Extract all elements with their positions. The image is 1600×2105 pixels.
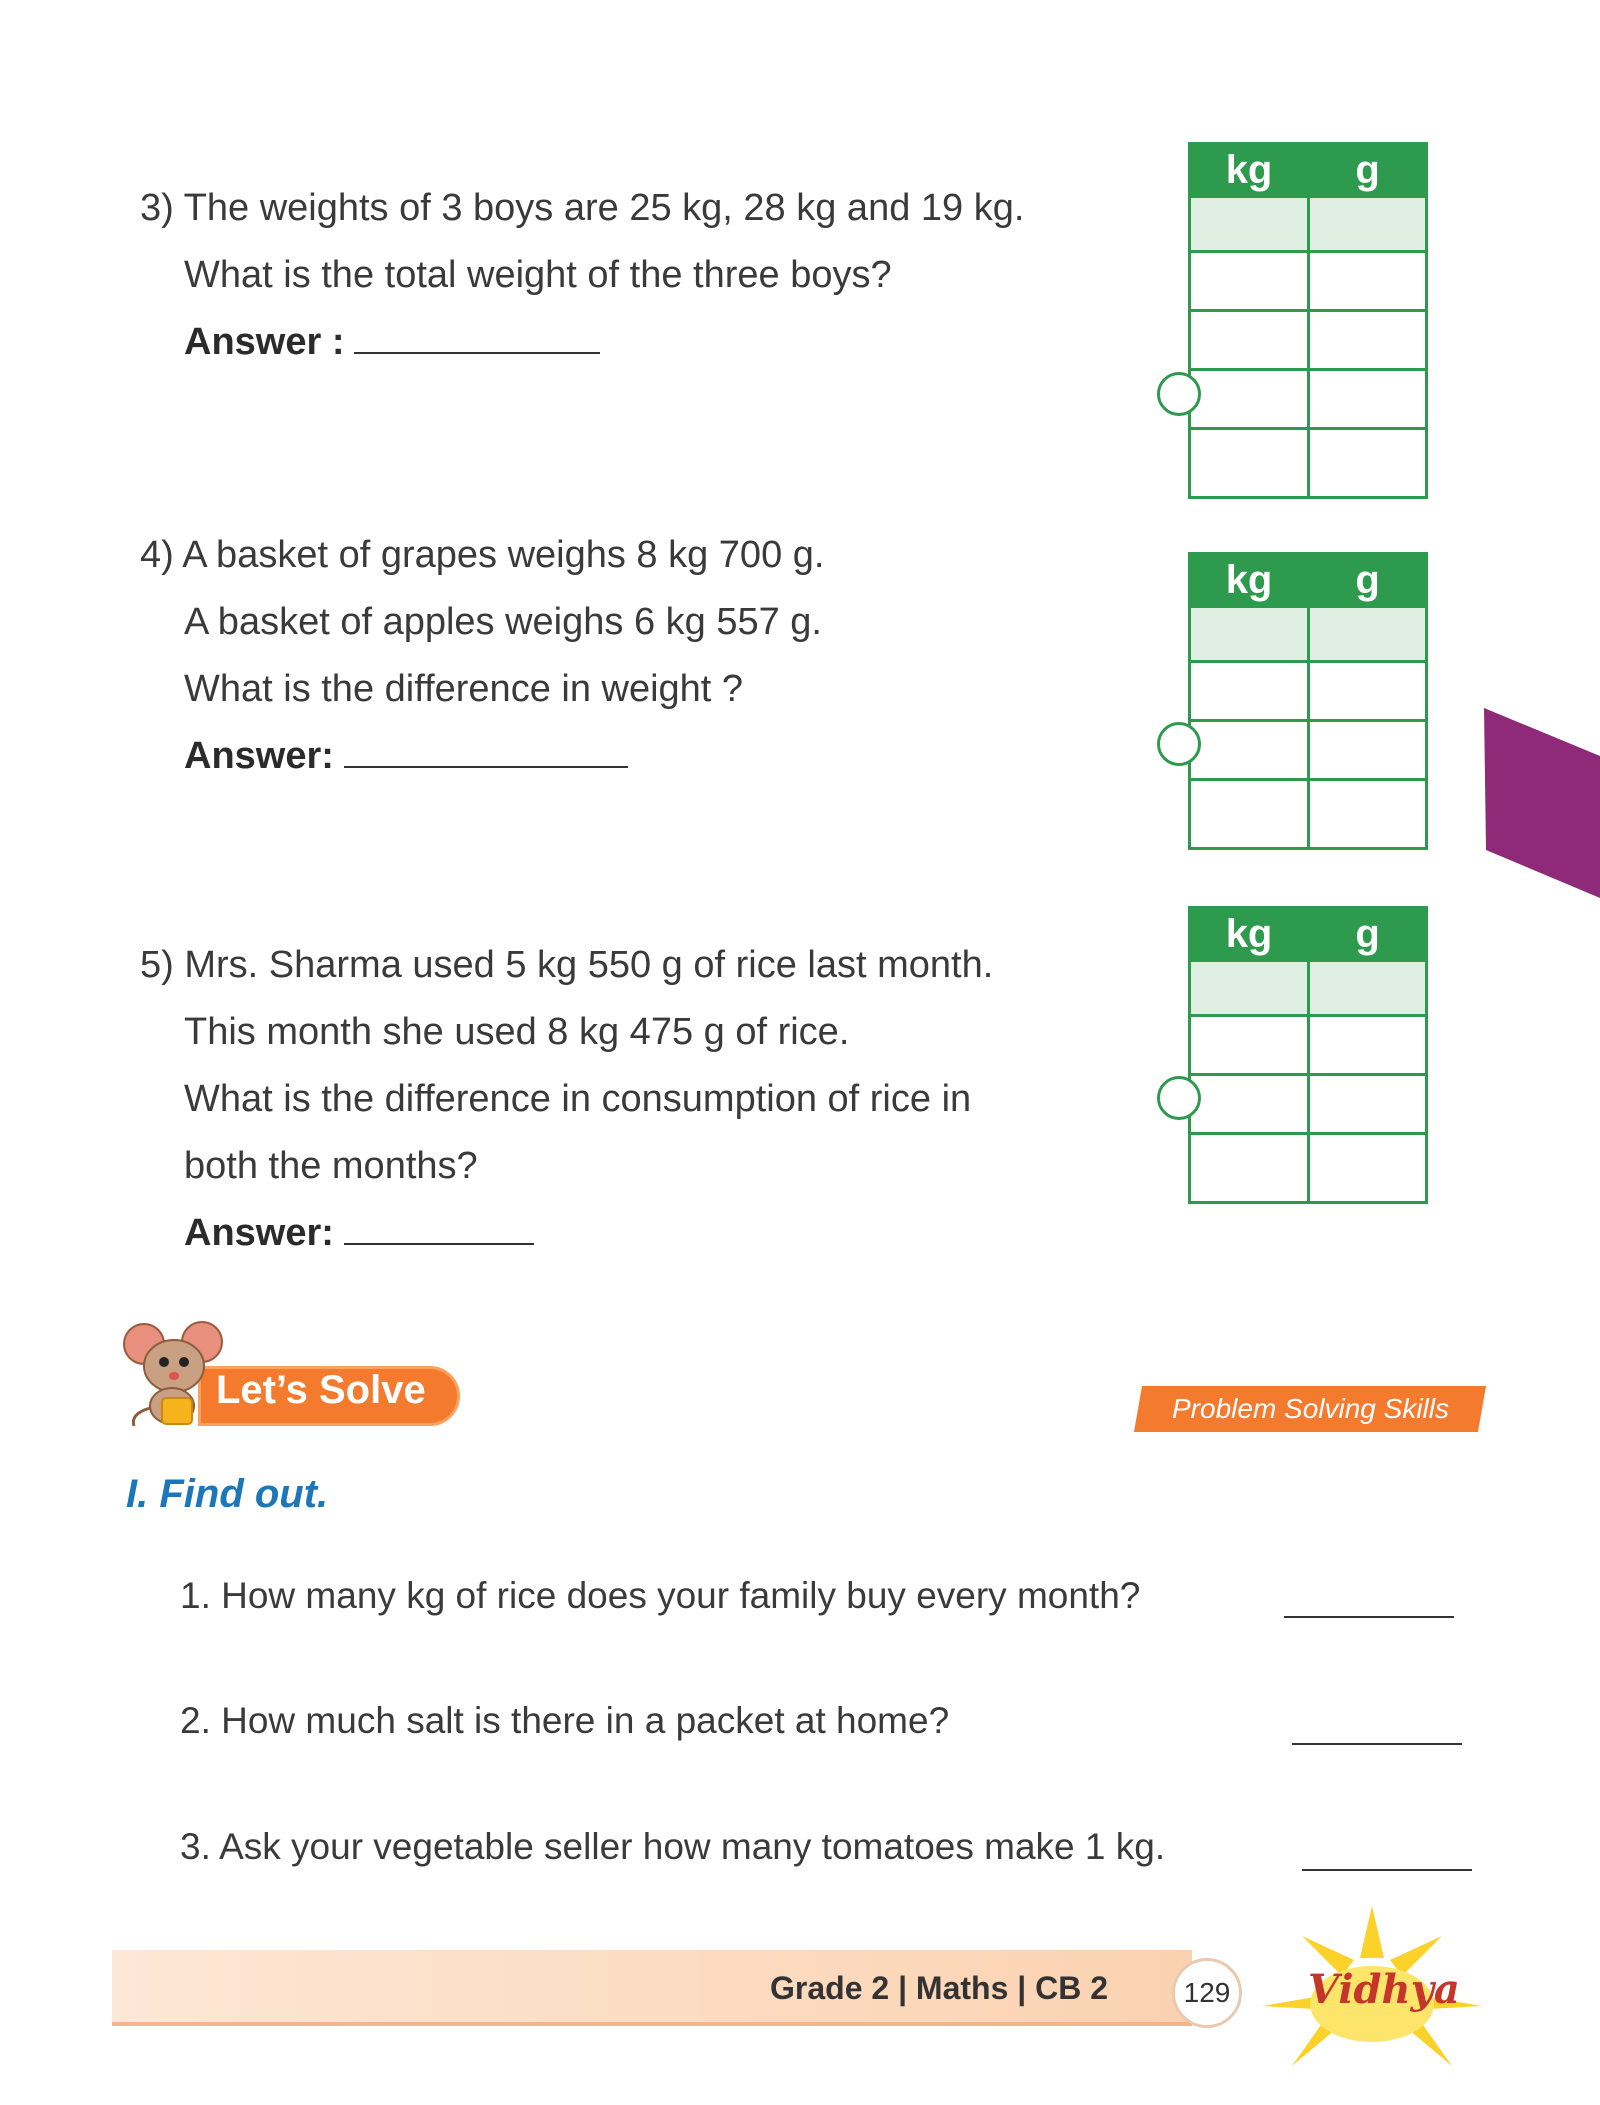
table-cell[interactable] (1309, 607, 1427, 662)
question-4 (140, 522, 824, 790)
question-5-line-4: both the months? (184, 1145, 478, 1187)
table-cell[interactable] (1190, 961, 1309, 1016)
chapter-tab (1484, 708, 1600, 898)
question-3 (140, 175, 1024, 376)
kg-g-table-2 (1188, 552, 1428, 850)
answer-label: Answer: (184, 735, 334, 777)
table-cell[interactable] (1190, 1016, 1309, 1075)
answer-blank-3[interactable] (354, 344, 600, 354)
table-cell[interactable] (1309, 370, 1427, 429)
table-cell[interactable] (1309, 197, 1427, 252)
find-item-1: 1. How many kg of rice does your family buy every month? (180, 1575, 1141, 1616)
answer-blank-5[interactable] (344, 1235, 534, 1245)
table-cell[interactable] (1190, 311, 1309, 370)
skills-tag-label: Problem Solving Skills (1171, 1393, 1449, 1424)
table-cell[interactable] (1309, 252, 1427, 311)
table-cell[interactable] (1309, 1016, 1427, 1075)
question-4-line-1: 4) A basket of grapes weighs 8 kg 700 g. (140, 534, 825, 576)
question-5 (140, 932, 993, 1267)
find-item-3: 3. Ask your vegetable seller how many tomatoes make 1 kg. (180, 1826, 1166, 1867)
question-3-line-1: 3) The weights of 3 boys are 25 kg, 28 kg and 19 kg. (140, 187, 1025, 229)
section-title: I. Find out. (126, 1472, 329, 1516)
lets-solve-label: Let’s Solve (216, 1368, 426, 1412)
table-cell[interactable] (1309, 429, 1427, 498)
operator-circle[interactable] (1157, 1076, 1201, 1120)
page-number: 129 (1172, 1958, 1242, 2028)
table-cell[interactable] (1309, 1075, 1427, 1134)
table-cell[interactable] (1309, 1134, 1427, 1203)
footer-text: Grade 2 | Maths | CB 2 (770, 1970, 1108, 2006)
find-item-2: 2. How much salt is there in a packet at home? (180, 1700, 950, 1741)
kg-g-table-1 (1188, 142, 1428, 499)
question-4-line-3: What is the difference in weight ? (184, 668, 744, 710)
kg-header: kg (1190, 144, 1309, 197)
table-cell[interactable] (1309, 311, 1427, 370)
table-cell[interactable] (1190, 662, 1309, 721)
kg-g-table-3 (1188, 906, 1428, 1204)
table-cell[interactable] (1190, 370, 1309, 429)
question-5-line-3: What is the difference in consumption of rice in (184, 1078, 972, 1120)
table-cell[interactable] (1190, 1134, 1309, 1203)
question-4-line-2: A basket of apples weighs 6 kg 557 g. (184, 601, 822, 643)
question-3-line-2: What is the total weight of the three boys? (184, 254, 892, 296)
table-cell[interactable] (1309, 721, 1427, 780)
question-5-line-1: 5) Mrs. Sharma used 5 kg 550 g of rice last month. (140, 944, 994, 986)
g-header: g (1309, 554, 1427, 607)
logo-text: Vidhya (1308, 1966, 1460, 2013)
lets-solve-banner (120, 1318, 470, 1428)
g-header: g (1309, 908, 1427, 961)
table-cell[interactable] (1190, 429, 1309, 498)
operator-circle[interactable] (1157, 372, 1201, 416)
answer-label: Answer: (184, 1212, 334, 1254)
table-cell[interactable] (1190, 780, 1309, 849)
mouse-mascot-icon (120, 1318, 230, 1428)
table-cell[interactable] (1190, 721, 1309, 780)
table-cell[interactable] (1190, 607, 1309, 662)
table-cell[interactable] (1309, 662, 1427, 721)
table-cell[interactable] (1190, 1075, 1309, 1134)
find-blank-2[interactable] (1292, 1743, 1462, 1745)
answer-blank-4[interactable] (344, 758, 628, 768)
kg-header: kg (1190, 908, 1309, 961)
find-blank-1[interactable] (1284, 1616, 1454, 1618)
table-cell[interactable] (1190, 197, 1309, 252)
g-header: g (1309, 144, 1427, 197)
operator-circle[interactable] (1157, 722, 1201, 766)
question-5-line-2: This month she used 8 kg 475 g of rice. (184, 1011, 850, 1053)
skills-tag (1134, 1386, 1486, 1432)
table-cell[interactable] (1309, 780, 1427, 849)
table-cell[interactable] (1190, 252, 1309, 311)
answer-label: Answer : (184, 321, 345, 363)
kg-header: kg (1190, 554, 1309, 607)
find-blank-3[interactable] (1302, 1869, 1472, 1871)
table-cell[interactable] (1309, 961, 1427, 1016)
